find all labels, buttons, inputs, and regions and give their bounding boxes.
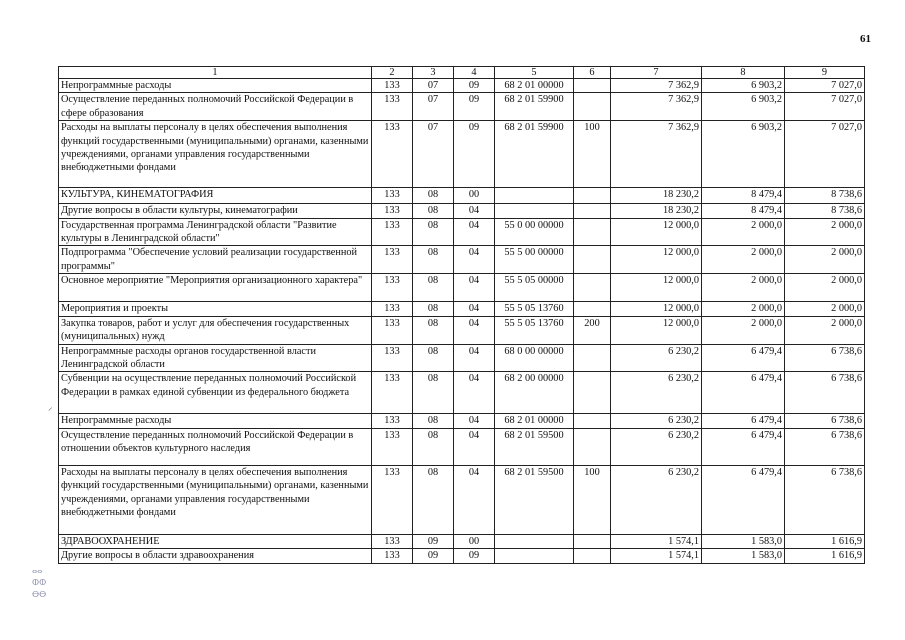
cell-pr: 00 [454,534,495,548]
cell-y2: 8 479,4 [702,188,785,204]
cell-name: Непрограммные расходы органов государственной власти Ленинградской области [59,344,372,372]
cell-pr: 09 [454,549,495,563]
cell-name: Мероприятия и проекты [59,302,372,316]
table-row [59,316,865,344]
cell-y3: 2 000,0 [785,302,865,316]
cell-pr: 04 [454,218,495,246]
cell-vr [574,302,611,316]
cell-rz: 07 [413,93,454,121]
cell-y2: 2 000,0 [702,302,785,316]
cell-y2: 6 479,4 [702,428,785,465]
cell-rz: 08 [413,274,454,302]
cell-vr [574,246,611,274]
cell-pr: 04 [454,428,495,465]
cell-vr: 100 [574,121,611,188]
cell-vr: 200 [574,316,611,344]
cell-y2: 1 583,0 [702,534,785,548]
cell-pr: 00 [454,188,495,204]
cell-y3: 7 027,0 [785,93,865,121]
cell-y1: 18 230,2 [611,204,702,218]
cell-grbs: 133 [372,414,413,428]
cell-csr [495,188,574,204]
cell-pr: 04 [454,316,495,344]
header-cell: 1 [59,67,372,79]
cell-csr: 68 0 00 00000 [495,344,574,372]
cell-vr [574,188,611,204]
table-row [59,465,865,534]
cell-y3: 7 027,0 [785,121,865,188]
cell-y3: 6 738,6 [785,428,865,465]
cell-vr [574,79,611,93]
cell-name: Государственная программа Ленинградской области "Развитие культуры в Ленинградской области" [59,218,372,246]
header-cell: 3 [413,67,454,79]
cell-csr: 68 2 00 00000 [495,372,574,414]
cell-vr [574,414,611,428]
cell-y1: 6 230,2 [611,372,702,414]
cell-y3: 2 000,0 [785,316,865,344]
cell-name: Осуществление переданных полномочий Российской Федерации в сфере образования [59,93,372,121]
cell-grbs: 133 [372,344,413,372]
cell-y3: 8 738,6 [785,204,865,218]
cell-y1: 7 362,9 [611,121,702,188]
cell-pr: 09 [454,121,495,188]
table-header-row [59,67,865,79]
cell-y3: 6 738,6 [785,414,865,428]
cell-grbs: 133 [372,372,413,414]
cell-grbs: 133 [372,274,413,302]
cell-vr [574,372,611,414]
cell-csr: 55 5 05 00000 [495,274,574,302]
cell-y1: 6 230,2 [611,414,702,428]
cell-pr: 04 [454,302,495,316]
cell-grbs: 133 [372,428,413,465]
cell-rz: 07 [413,79,454,93]
header-cell: 6 [574,67,611,79]
cell-grbs: 133 [372,93,413,121]
table-row [59,274,865,302]
cell-y1: 12 000,0 [611,302,702,316]
cell-name: КУЛЬТУРА, КИНЕМАТОГРАФИЯ [59,188,372,204]
cell-y2: 6 479,4 [702,372,785,414]
cell-pr: 04 [454,465,495,534]
table-row [59,372,865,414]
cell-rz: 08 [413,218,454,246]
cell-vr [574,428,611,465]
header-cell: 8 [702,67,785,79]
cell-name: Непрограммные расходы [59,79,372,93]
cell-y3: 2 000,0 [785,246,865,274]
cell-rz: 08 [413,465,454,534]
cell-name: Закупка товаров, работ и услуг для обеспечения государственных (муниципальных) нужд [59,316,372,344]
cell-grbs: 133 [372,79,413,93]
cell-y3: 1 616,9 [785,534,865,548]
cell-pr: 04 [454,246,495,274]
cell-rz: 07 [413,121,454,188]
budget-table [58,66,865,564]
cell-y2: 2 000,0 [702,218,785,246]
table-row [59,204,865,218]
cell-csr: 68 2 01 59500 [495,465,574,534]
margin-mark-icon: ⵀⵀ [32,578,47,587]
cell-y3: 1 616,9 [785,549,865,563]
cell-y2: 2 000,0 [702,316,785,344]
table-row [59,534,865,548]
cell-y3: 6 738,6 [785,344,865,372]
cell-grbs: 133 [372,302,413,316]
margin-mark-icon: ⴰⴰ [32,566,43,575]
cell-name: Подпрограмма "Обеспечение условий реализации государственной программы" [59,246,372,274]
cell-csr: 68 2 01 59900 [495,121,574,188]
cell-y1: 12 000,0 [611,246,702,274]
cell-pr: 04 [454,344,495,372]
cell-vr [574,534,611,548]
cell-name: Расходы на выплаты персоналу в целях обеспечения выполнения функций государственными (муниципальными) органами, казенными учреждениями, органами управления государственными внебюджетными фондами [59,121,372,188]
cell-grbs: 133 [372,121,413,188]
cell-rz: 08 [413,204,454,218]
cell-y2: 6 903,2 [702,93,785,121]
cell-vr: 100 [574,465,611,534]
cell-csr [495,534,574,548]
cell-vr [574,218,611,246]
cell-vr [574,204,611,218]
table-row [59,93,865,121]
cell-rz: 08 [413,414,454,428]
cell-name: Другие вопросы в области культуры, кинематографии [59,204,372,218]
cell-y1: 7 362,9 [611,79,702,93]
table-row [59,414,865,428]
cell-rz: 08 [413,344,454,372]
cell-vr [574,274,611,302]
cell-y1: 6 230,2 [611,344,702,372]
cell-csr: 68 2 01 59500 [495,428,574,465]
cell-pr: 04 [454,204,495,218]
cell-grbs: 133 [372,218,413,246]
cell-name: Другие вопросы в области здравоохранения [59,549,372,563]
table-row [59,121,865,188]
cell-name: Основное мероприятие "Мероприятия организационного характера" [59,274,372,302]
cell-grbs: 133 [372,316,413,344]
header-cell: 2 [372,67,413,79]
cell-name: Субвенции на осуществление переданных полномочий Российской Федерации в рамках единой субвенции из федерального бюджета [59,372,372,414]
cell-csr [495,549,574,563]
cell-y2: 6 479,4 [702,465,785,534]
cell-y1: 12 000,0 [611,274,702,302]
cell-rz: 09 [413,534,454,548]
cell-rz: 08 [413,302,454,316]
cell-vr [574,93,611,121]
table-row [59,188,865,204]
cell-csr: 55 5 05 13760 [495,302,574,316]
cell-name: Непрограммные расходы [59,414,372,428]
table-row [59,428,865,465]
header-cell: 5 [495,67,574,79]
table-row [59,302,865,316]
cell-vr [574,344,611,372]
cell-y1: 1 574,1 [611,534,702,548]
cell-pr: 04 [454,372,495,414]
cell-csr: 55 5 00 00000 [495,246,574,274]
cell-grbs: 133 [372,465,413,534]
cell-grbs: 133 [372,246,413,274]
cell-y1: 12 000,0 [611,316,702,344]
table-row [59,549,865,563]
cell-vr [574,549,611,563]
cell-y1: 6 230,2 [611,428,702,465]
cell-grbs: 133 [372,549,413,563]
header-cell: 9 [785,67,865,79]
cell-grbs: 133 [372,204,413,218]
cell-y3: 2 000,0 [785,218,865,246]
margin-tick-icon: ⸝ [48,402,53,412]
cell-rz: 08 [413,188,454,204]
page-number: 61 [860,33,871,45]
cell-y2: 6 903,2 [702,121,785,188]
table-row [59,79,865,93]
cell-rz: 08 [413,372,454,414]
cell-csr: 55 0 00 00000 [495,218,574,246]
cell-rz: 08 [413,246,454,274]
cell-csr [495,204,574,218]
cell-y2: 6 479,4 [702,414,785,428]
cell-csr: 68 2 01 59900 [495,93,574,121]
table-row [59,246,865,274]
cell-y1: 1 574,1 [611,549,702,563]
table-row [59,344,865,372]
cell-pr: 09 [454,93,495,121]
cell-pr: 04 [454,274,495,302]
cell-csr: 55 5 05 13760 [495,316,574,344]
cell-csr: 68 2 01 00000 [495,414,574,428]
cell-y1: 7 362,9 [611,93,702,121]
cell-y2: 8 479,4 [702,204,785,218]
cell-grbs: 133 [372,534,413,548]
cell-grbs: 133 [372,188,413,204]
cell-y3: 6 738,6 [785,372,865,414]
cell-y3: 7 027,0 [785,79,865,93]
cell-y1: 12 000,0 [611,218,702,246]
header-cell: 7 [611,67,702,79]
cell-name: Расходы на выплаты персоналу в целях обеспечения выполнения функций государственными (муниципальными) органами, казенными учреждениями, органами управления государственными внебюджетными фондами [59,465,372,534]
cell-y1: 6 230,2 [611,465,702,534]
cell-pr: 09 [454,79,495,93]
cell-rz: 08 [413,316,454,344]
margin-mark-icon: ⴱⴱ [32,590,47,599]
cell-y2: 1 583,0 [702,549,785,563]
cell-y3: 8 738,6 [785,188,865,204]
cell-y2: 2 000,0 [702,246,785,274]
cell-name: Осуществление переданных полномочий Российской Федерации в отношении объектов культурного наследия [59,428,372,465]
cell-rz: 08 [413,428,454,465]
table-row [59,218,865,246]
cell-y2: 6 903,2 [702,79,785,93]
cell-y2: 2 000,0 [702,274,785,302]
header-cell: 4 [454,67,495,79]
cell-y3: 2 000,0 [785,274,865,302]
cell-y3: 6 738,6 [785,465,865,534]
cell-rz: 09 [413,549,454,563]
cell-y2: 6 479,4 [702,344,785,372]
cell-name: ЗДРАВООХРАНЕНИЕ [59,534,372,548]
cell-y1: 18 230,2 [611,188,702,204]
cell-csr: 68 2 01 00000 [495,79,574,93]
cell-pr: 04 [454,414,495,428]
